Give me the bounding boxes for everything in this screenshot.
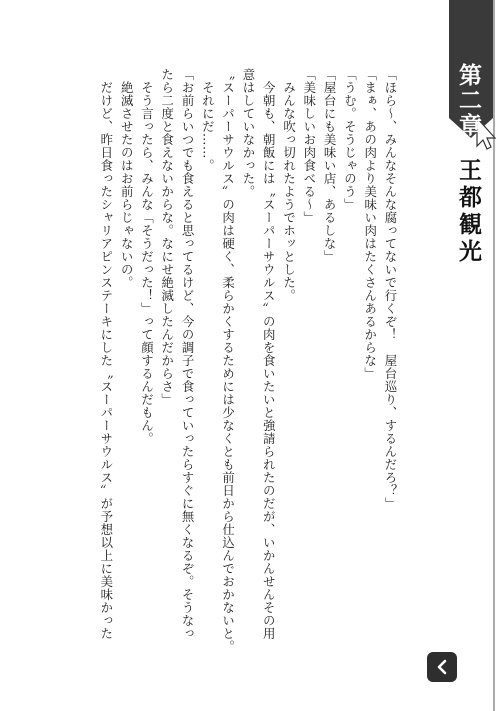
text-line: 「まぁ、あの肉より美味い肉はたくさんあるからな」: [362, 68, 378, 380]
text-line: 絶滅させたのはお前らじゃないの。: [119, 68, 135, 289]
text-line: みんな吹っ切れたようでホッとした。: [281, 68, 297, 302]
chevron-left-icon: [435, 659, 449, 675]
back-button[interactable]: [427, 652, 457, 682]
text-line: 「お前らいつでも食えると思ってるけど、今の調子で食っていったらすぐに無くなるぞ。そうなっ: [180, 68, 196, 640]
text-line: そう言ったら、みんな「そうだった！」って顔するんだもん。: [139, 68, 155, 445]
page-text: [60, 68, 400, 668]
text-line: 「ほら〜、みんなそんな腐ってないで行くぞ！ 屋台巡り、するんだろ？」: [383, 68, 398, 510]
text-line: 「屋台にも美味い店、あるしな」: [322, 68, 338, 263]
text-line: それにだ……。: [200, 68, 216, 172]
chapter-label: 第二章: [455, 63, 481, 138]
text-line: だけど、昨日食ったシャリアピンステーキにした〝スーパーサウルス〟が予想以上に美味かった: [98, 68, 114, 640]
chapter-tab: [424, 0, 500, 711]
text-line: 「うむ。そうじゃのう」: [342, 68, 358, 211]
text-line: 〝スーパーサウルス〟の肉は硬く、柔らかくするためには少なくとも前日から仕込んでおかないと。: [220, 68, 236, 653]
chapter-title: 王都観光: [455, 158, 481, 266]
text-line: たら二度と食えないからな。なにせ絶滅したんだからさ」: [159, 68, 175, 406]
text-line: 意はしていなかった。: [240, 68, 256, 198]
text-line: 「美味しいお肉食べる〜」: [301, 68, 317, 224]
text-line: 今朝も、朝飯には〝スーパーサウルス〟の肉を食いたいと強請られたのだが、いかんせんその用: [261, 68, 277, 640]
